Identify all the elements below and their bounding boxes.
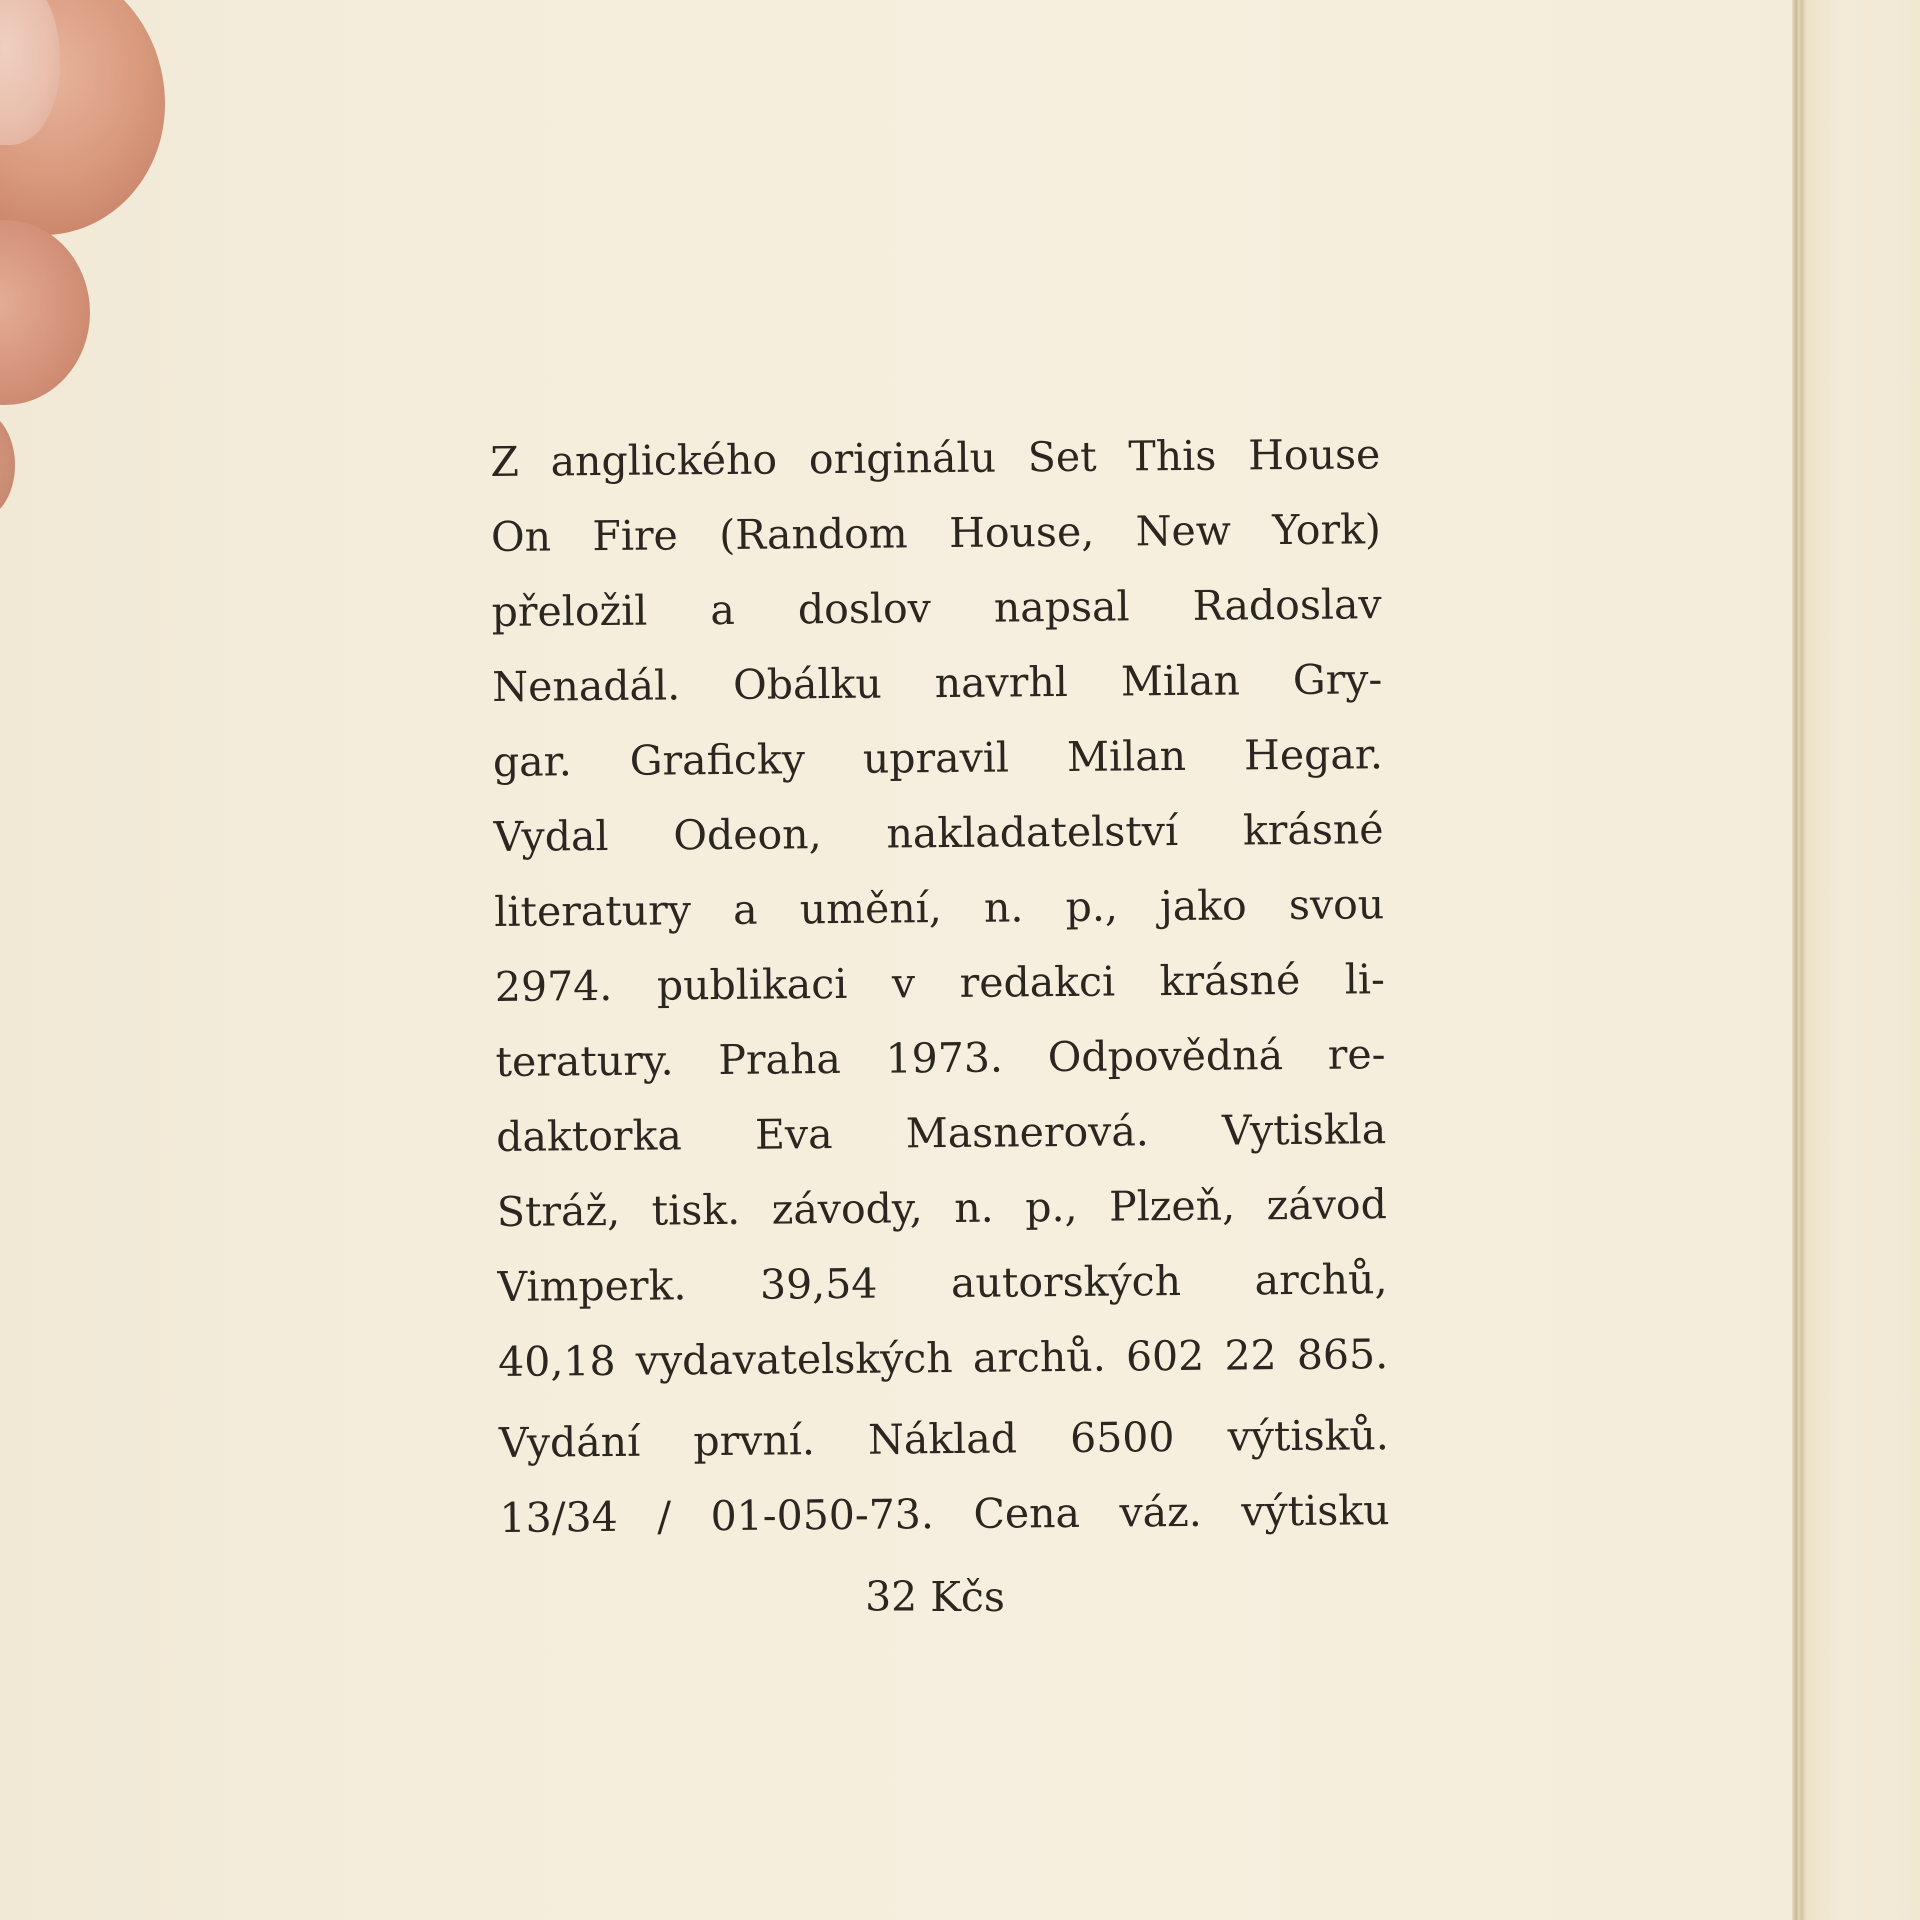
imprint-line: Nenadál. Obálku navrhl Milan Gry- xyxy=(492,655,1383,711)
imprint-line: Vydání první. Náklad 6500 výtisků. xyxy=(498,1411,1390,1467)
imprint-line: Stráž, tisk. závody, n. p., Plzeň, závod xyxy=(496,1180,1388,1236)
price: 32 Kčs xyxy=(865,1573,1005,1621)
imprint-line: 13/34 / 01-050-73. Cena váz. výtisku xyxy=(499,1486,1390,1542)
imprint-line: literatury a umění, n. p., jako svou xyxy=(494,880,1385,936)
imprint-line: teratury. Praha 1973. Odpovědná re- xyxy=(495,1030,1386,1086)
imprint-line: 40,18 vydavatelských archů. 602 22 865. xyxy=(497,1330,1389,1386)
imprint-line: Z anglického originálu Set This House xyxy=(490,430,1381,486)
imprint-line: On Fire (Random House, New York) xyxy=(490,505,1382,561)
imprint-line: Vimperk. 39,54 autorských archů, xyxy=(497,1255,1388,1311)
thumb-nail xyxy=(0,0,60,145)
adjacent-page xyxy=(1798,0,1920,1920)
imprint-line: gar. Graficky upravil Milan Hegar. xyxy=(492,730,1384,786)
imprint-line: daktorka Eva Masnerová. Vytiskla xyxy=(496,1105,1387,1161)
imprint-block xyxy=(490,417,1390,1556)
imprint-line: 2974. publikaci v redakci krásné li- xyxy=(494,955,1386,1011)
imprint-line: přeložil a doslov napsal Radoslav xyxy=(491,580,1382,636)
imprint-line: Vydal Odeon, nakladatelství krásné xyxy=(493,805,1384,861)
